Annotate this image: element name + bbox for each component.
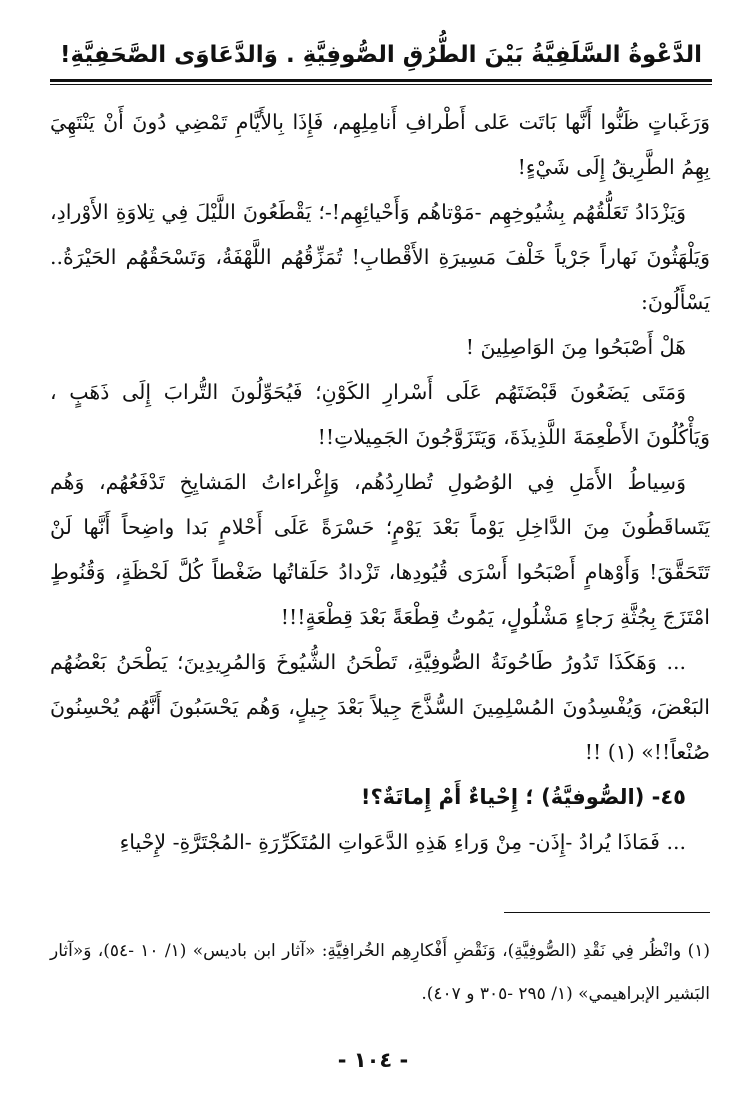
paragraph-3: هَلْ أَصْبَحُوا مِنَ الوَاصِلِينَ ! xyxy=(465,335,686,359)
paragraph-2: وَيَزْدَادُ تَعَلُّقُهُم بِشُيُوخِهِم -مَوْتاهُم وَأَحْيائِهِم!-؛ يَقْطَعُونَ اللَّيْلَ فِي تِلاوَةِ الأَوْرادِ، وَيَلْهَثُونَ نَهاراً جَرْياً خَلْفَ مَسِيرَةِ الأَقْطابِ! تُمَزِّقُهُم اللَّهْفَةُ، وَتَسْحَقُهُم الحَيْرَةُ.. يَسْأَلُونَ: xyxy=(50,200,710,314)
paragraph-1: وَرَغَباتٍ ظَنُّوا أَنَّها بَاتَت عَلى أَطْرافِ أَنامِلِهِم، فَإِذَا بِالأَيَّامِ تَمْضِي دُونَ أَنْ يَنْتَهِيَ بِهِمُ الطَّرِيقُ إِلَى شَيْءٍ! xyxy=(50,110,710,179)
footnotes xyxy=(50,930,710,1016)
section-heading: ٤٥- (الصُّوفيَّةُ) ؛ إِحْياءٌ أَمْ إِماتَةٌ؟! xyxy=(360,785,686,809)
paragraph-6: ... وَهَكَذَا تَدُورُ طَاحُونَةُ الصُّوفِيَّةِ، تَطْحَنُ الشُّيُوخَ وَالمُرِيدِينَ؛ يَطْحَنُ بَعْضُهُم البَعْضَ، وَيُفْسِدُونَ المُسْلِمِينَ السُّذَّجَ جِيلاً بَعْدَ جِيلٍ، وَهُم يَحْسَبُونَ أَنَّهُم يُحْسِنُونَ صُنْعاً!!» (١) !! xyxy=(50,650,710,764)
header-thick-rule xyxy=(50,79,712,82)
paragraph-4: وَمَتَى يَضَعُونَ قَبْضَتَهُم عَلَى أَسْرارِ الكَوْنِ؛ فَيُحَوِّلُونَ التُّرابَ إِلَى ذَهَبٍ ، وَيَأْكُلُونَ الأَطْعِمَةَ اللَّذِيذَةَ، وَيَتَزَوَّجُونَ الجَمِيلاتِ!! xyxy=(50,380,710,449)
header-thin-rule xyxy=(50,84,712,85)
paragraph-5: وَسِياطُ الأَمَلِ فِي الوُصُولِ تُطارِدُهُم، وَإِغْراءاتُ المَشايِخِ تَدْفَعُهُم، وَهُم يَتَساقَطُونَ مِنَ الدَّاخِلِ يَوْماً بَعْدَ يَوْمٍ؛ حَسْرَةً عَلَى أَحْلامٍ بَدا واضِحاً أَنَّها لَنْ تَتَحَقَّقَ! وَأَوْهامٍ أَصْبَحُوا أَسْرَى قُيُودِها، تَزْدادُ حَلَقاتُها ضَغْطاً كُلَّ لَحْظَةٍ، وَقُنُوطٍ امْتَزَجَ بِجُثَّةِ رَجاءٍ مَشْلُولٍ، يَمُوتُ قِطْعَةً بَعْدَ قِطْعَةٍ!!! xyxy=(50,470,710,629)
paragraph-7: ... فَمَاذَا يُرادُ -إِذَن- مِنْ وَراءِ هَذِهِ الدَّعَواتِ المُتَكَرِّرَةِ -المُجْتَرَّةِ- لإِحْياءِ xyxy=(119,830,686,854)
running-header: الدَّعْوةُ السَّلَفِيَّةُ بَيْنَ الطُّرُقِ الصُّوفِيَّةِ . وَالدَّعَاوَى الصَّحَفِيَّةِ! xyxy=(60,42,702,68)
footnote-1: (١) وانْظُر فِي نَقْدِ (الصُّوفِيَّةِ)، وَنَقْضِ أَفْكارِهِم الخُرافِيَّةِ: «آثار ابن باديس» (١/ ١٠ -٥٤)، وَ«آثار البَشير الإبراهيمي» (١/ ٢٩٥ -٣٠٥ و ٤٠٧). xyxy=(50,941,710,1004)
footnote-separator xyxy=(504,912,710,913)
main-text xyxy=(50,100,710,865)
page-number: - ١٠٤ - xyxy=(337,1048,409,1072)
